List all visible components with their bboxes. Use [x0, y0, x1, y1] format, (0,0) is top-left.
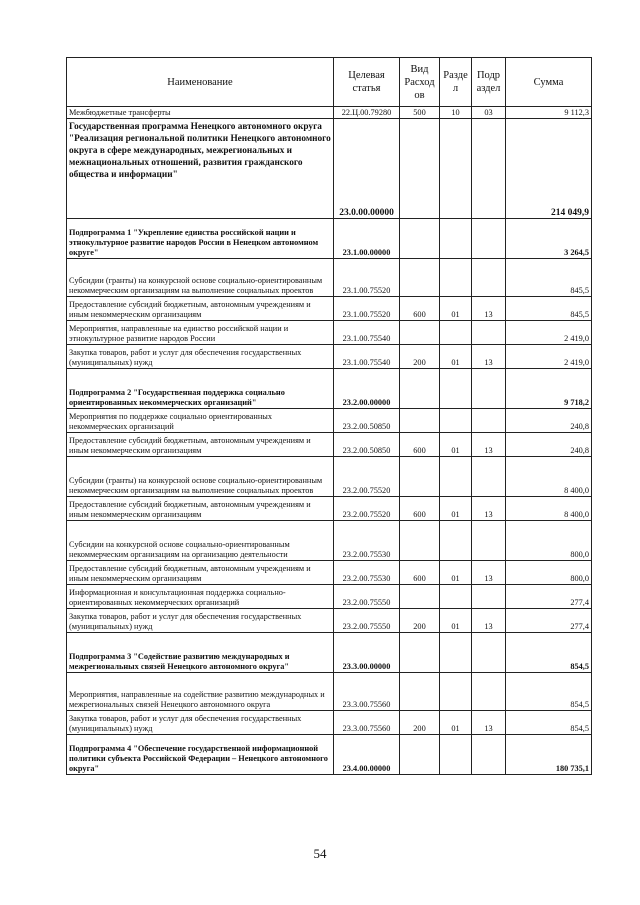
row-sum-cell: 854,5: [506, 673, 592, 711]
row-sum-cell: 3 264,5: [506, 219, 592, 259]
row-subsection-cell: 13: [472, 711, 506, 735]
row-sum-cell: 8 400,0: [506, 497, 592, 521]
row-expense-type-cell: 600: [400, 297, 440, 321]
row-expense-type-cell: [400, 409, 440, 433]
row-subsection-cell: [472, 321, 506, 345]
row-subsection-cell: [472, 521, 506, 561]
row-sum-cell: 854,5: [506, 711, 592, 735]
row-target-article-cell: 23.1.00.00000: [334, 219, 400, 259]
row-name-cell: Закупка товаров, работ и услуг для обеспечения государственных (муниципальных) нужд: [67, 345, 334, 369]
row-sum-cell: 277,4: [506, 609, 592, 633]
row-name-cell: Предоставление субсидий бюджетным, автономным учреждениям и иным некоммерческим организациям: [67, 561, 334, 585]
row-section-cell: 01: [440, 297, 472, 321]
row-name-cell: Закупка товаров, работ и услуг для обеспечения государственных (муниципальных) нужд: [67, 609, 334, 633]
table-row: [67, 673, 592, 711]
page-number: 54: [313, 846, 327, 861]
row-sum-cell: 800,0: [506, 561, 592, 585]
row-section-cell: 01: [440, 497, 472, 521]
row-expense-type-cell: [400, 585, 440, 609]
row-target-article-cell: 23.3.00.75560: [334, 673, 400, 711]
table-row: [67, 369, 592, 409]
row-subsection-cell: [472, 369, 506, 409]
row-sum-cell: 854,5: [506, 633, 592, 673]
row-subsection-cell: 13: [472, 433, 506, 457]
row-section-cell: 01: [440, 609, 472, 633]
row-target-article-cell: 23.4.00.00000: [334, 735, 400, 775]
table-row: [67, 735, 592, 775]
header-expense-type: Вид Расход ов: [400, 58, 440, 107]
row-expense-type-cell: [400, 369, 440, 409]
budget-table: [66, 57, 592, 775]
row-name-cell: Субсидии на конкурсной основе социально-ориентированным некоммерческим организациям на организацию деятельности: [67, 521, 334, 561]
row-expense-type-cell: [400, 259, 440, 297]
header-sum: Сумма: [506, 58, 592, 107]
row-subsection-cell: 03: [472, 107, 506, 119]
row-subsection-cell: 13: [472, 609, 506, 633]
row-sum-cell: 240,8: [506, 409, 592, 433]
row-sum-cell: 214 049,9: [506, 119, 592, 219]
row-target-article-cell: 22.Ц.00.79280: [334, 107, 400, 119]
row-section-cell: [440, 673, 472, 711]
table-row: [67, 259, 592, 297]
table-row: [67, 297, 592, 321]
row-subsection-cell: 13: [472, 497, 506, 521]
header-subsection: Подр аздел: [472, 58, 506, 107]
row-target-article-cell: 23.2.00.50850: [334, 409, 400, 433]
row-sum-cell: 2 419,0: [506, 321, 592, 345]
row-name-cell: Мероприятия по поддержке социально ориентированных некоммерческих организаций: [67, 409, 334, 433]
header-section: Разде л: [440, 58, 472, 107]
row-section-cell: 10: [440, 107, 472, 119]
row-section-cell: [440, 259, 472, 297]
table-row: [67, 561, 592, 585]
row-section-cell: [440, 369, 472, 409]
table-body: [67, 107, 592, 775]
row-name-cell: Субсидии (гранты) на конкурсной основе социально-ориентированным некоммерческим организациям на выполнение социальных проектов: [67, 259, 334, 297]
row-target-article-cell: 23.2.00.75530: [334, 521, 400, 561]
row-expense-type-cell: 500: [400, 107, 440, 119]
row-expense-type-cell: [400, 119, 440, 219]
table-row: [67, 497, 592, 521]
row-target-article-cell: 23.1.00.75540: [334, 321, 400, 345]
row-name-cell: Информационная и консультационная поддержка социально-ориентированных некоммерческих организаций: [67, 585, 334, 609]
table-row: [67, 321, 592, 345]
table-row: [67, 433, 592, 457]
row-target-article-cell: 23.1.00.75520: [334, 259, 400, 297]
row-sum-cell: 277,4: [506, 585, 592, 609]
row-target-article-cell: 23.3.00.75560: [334, 711, 400, 735]
row-subsection-cell: [472, 633, 506, 673]
row-expense-type-cell: [400, 633, 440, 673]
row-target-article-cell: 23.2.00.75520: [334, 457, 400, 497]
row-expense-type-cell: 200: [400, 711, 440, 735]
row-subsection-cell: 13: [472, 561, 506, 585]
row-expense-type-cell: 600: [400, 433, 440, 457]
row-name-cell: Подпрограмма 3 "Содействие развитию международных и межрегиональных связей Ненецкого автономного округа": [67, 633, 334, 673]
row-target-article-cell: 23.3.00.00000: [334, 633, 400, 673]
row-sum-cell: 9 718,2: [506, 369, 592, 409]
row-target-article-cell: 23.0.00.00000: [334, 119, 400, 219]
row-expense-type-cell: 600: [400, 561, 440, 585]
row-section-cell: [440, 735, 472, 775]
row-subsection-cell: [472, 219, 506, 259]
row-section-cell: 01: [440, 711, 472, 735]
row-sum-cell: 2 419,0: [506, 345, 592, 369]
header-name: Наименование: [67, 58, 334, 107]
row-subsection-cell: [472, 673, 506, 711]
row-section-cell: 01: [440, 345, 472, 369]
row-target-article-cell: 23.2.00.75550: [334, 585, 400, 609]
table-row: [67, 521, 592, 561]
row-sum-cell: 240,8: [506, 433, 592, 457]
row-section-cell: [440, 119, 472, 219]
row-subsection-cell: [472, 585, 506, 609]
row-sum-cell: 845,5: [506, 297, 592, 321]
row-name-cell: Государственная программа Ненецкого автономного округа "Реализация региональной политики Ненецкого автономного округа в сфере международных, межрегиональных и межнациональных отношений, развития гражданского общества и информации": [67, 119, 334, 219]
table-header-row: [67, 58, 592, 107]
row-expense-type-cell: 200: [400, 345, 440, 369]
row-target-article-cell: 23.2.00.75520: [334, 497, 400, 521]
row-subsection-cell: [472, 457, 506, 497]
row-sum-cell: 9 112,3: [506, 107, 592, 119]
row-section-cell: [440, 219, 472, 259]
row-sum-cell: 8 400,0: [506, 457, 592, 497]
row-subsection-cell: 13: [472, 297, 506, 321]
row-name-cell: Предоставление субсидий бюджетным, автономным учреждениям и иным некоммерческим организациям: [67, 433, 334, 457]
row-expense-type-cell: 200: [400, 609, 440, 633]
row-subsection-cell: [472, 409, 506, 433]
row-section-cell: 01: [440, 433, 472, 457]
row-section-cell: [440, 321, 472, 345]
row-section-cell: [440, 585, 472, 609]
row-name-cell: Мероприятия, направленные на содействие развитию международных и межрегиональных связей Ненецкого автономного округа: [67, 673, 334, 711]
table-row: [67, 609, 592, 633]
row-section-cell: [440, 409, 472, 433]
row-name-cell: Подпрограмма 1 "Укрепление единства российской нации и этнокультурное развитие народов России в Ненецком автономном округе": [67, 219, 334, 259]
row-expense-type-cell: [400, 219, 440, 259]
row-subsection-cell: [472, 119, 506, 219]
header-target-article: Целевая статья: [334, 58, 400, 107]
row-section-cell: [440, 457, 472, 497]
table-row: [67, 219, 592, 259]
row-sum-cell: 845,5: [506, 259, 592, 297]
row-expense-type-cell: [400, 673, 440, 711]
table-row: [67, 711, 592, 735]
row-target-article-cell: 23.2.00.75530: [334, 561, 400, 585]
row-name-cell: Подпрограмма 2 "Государственная поддержка социально ориентированных некоммерческих организаций": [67, 369, 334, 409]
row-target-article-cell: 23.2.00.50850: [334, 433, 400, 457]
row-section-cell: [440, 633, 472, 673]
table-row: [67, 409, 592, 433]
row-sum-cell: 800,0: [506, 521, 592, 561]
row-expense-type-cell: [400, 457, 440, 497]
row-name-cell: Закупка товаров, работ и услуг для обеспечения государственных (муниципальных) нужд: [67, 711, 334, 735]
row-expense-type-cell: [400, 521, 440, 561]
table-row: [67, 585, 592, 609]
row-target-article-cell: 23.2.00.75550: [334, 609, 400, 633]
row-sum-cell: 180 735,1: [506, 735, 592, 775]
row-name-cell: Предоставление субсидий бюджетным, автономным учреждениям и иным некоммерческим организациям: [67, 497, 334, 521]
row-name-cell: Межбюджетные трансферты: [67, 107, 334, 119]
row-expense-type-cell: 600: [400, 497, 440, 521]
row-section-cell: 01: [440, 561, 472, 585]
row-subsection-cell: [472, 259, 506, 297]
row-subsection-cell: 13: [472, 345, 506, 369]
table-row: [67, 633, 592, 673]
row-section-cell: [440, 521, 472, 561]
table-row: [67, 119, 592, 219]
row-name-cell: Мероприятия, направленные на единство российской нации и этнокультурное развитие народов России: [67, 321, 334, 345]
row-target-article-cell: 23.1.00.75540: [334, 345, 400, 369]
table-row: [67, 345, 592, 369]
row-name-cell: Субсидии (гранты) на конкурсной основе социально-ориентированным некоммерческим организациям на выполнение социальных проектов: [67, 457, 334, 497]
row-name-cell: Подпрограмма 4 "Обеспечение государственной информационной политики субъекта Российской Федерации – Ненецкого автономного округа": [67, 735, 334, 775]
row-target-article-cell: 23.1.00.75520: [334, 297, 400, 321]
row-subsection-cell: [472, 735, 506, 775]
row-name-cell: Предоставление субсидий бюджетным, автономным учреждениям и иным некоммерческим организациям: [67, 297, 334, 321]
row-expense-type-cell: [400, 321, 440, 345]
table-row: [67, 107, 592, 119]
row-target-article-cell: 23.2.00.00000: [334, 369, 400, 409]
table-row: [67, 457, 592, 497]
row-expense-type-cell: [400, 735, 440, 775]
